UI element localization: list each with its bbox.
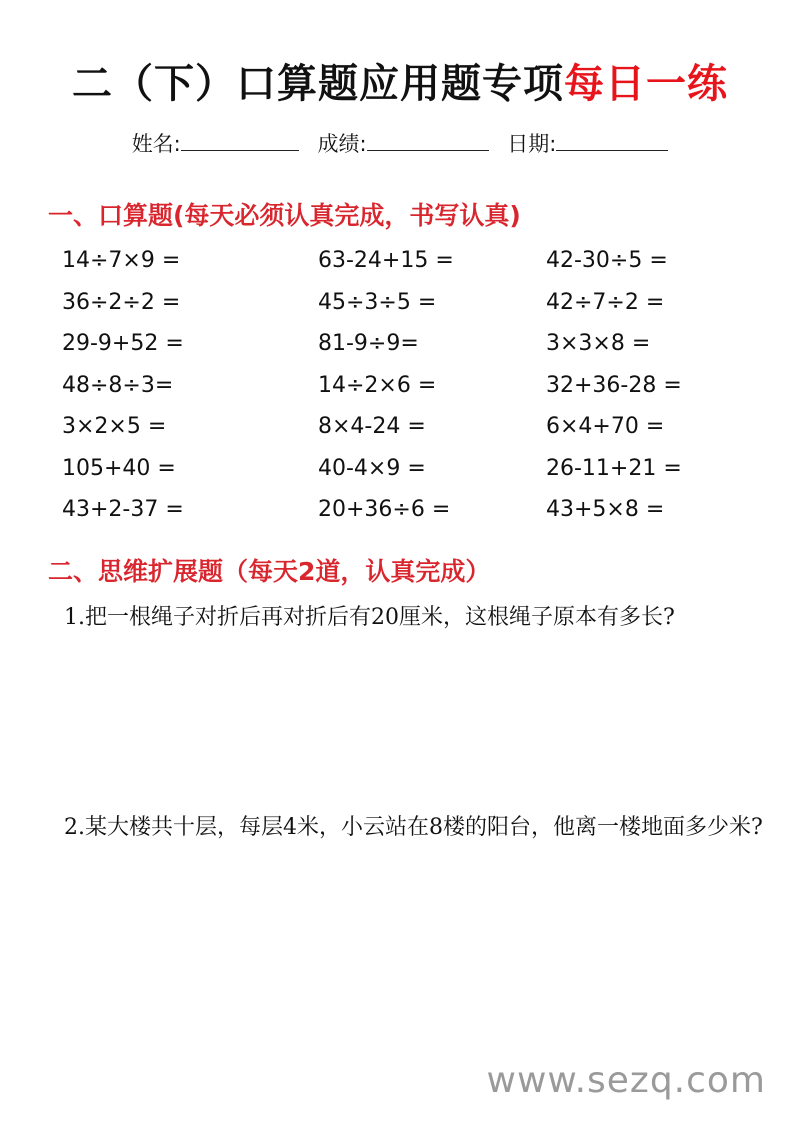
page-title [0,52,800,109]
calc-item: 26-11+21 = [546,455,682,481]
calc-item: 81-9÷9= [318,331,419,356]
calc-item: 14÷2×6 = [318,372,437,398]
calc-item: 14÷7×9 = [62,248,181,273]
word-problem-2: 2.某大楼共十层，每层4米，小云站在8楼的阳台，他离一楼地面多少米? [64,815,763,840]
calc-item: 42÷7÷2 = [546,289,665,315]
calc-item: 32+36-28 = [546,372,682,398]
calc-item: 43+2-37 = [62,497,184,522]
calc-item: 6×4+70 = [546,414,665,439]
calc-item: 8×4-24 = [318,414,426,439]
title-main: 二（下）口算题应用题专项 [72,61,564,107]
name-blank-line [181,132,299,151]
name-field [132,128,299,158]
score-blank-line [367,132,489,151]
calc-item: 42-30÷5 = [546,248,668,273]
section2-heading: 二、思维扩展题（每天2道，认真完成） [48,557,491,586]
date-label: 日期: [507,132,557,156]
title-highlight: 每日一练 [564,61,728,107]
calc-item: 29-9+52 = [62,331,184,356]
word-problem-1: 1.把一根绳子对折后再对折后有20厘米，这根绳子原本有多长? [64,605,675,630]
date-field [507,128,668,158]
calc-item: 20+36÷6 = [318,497,451,522]
section1-heading: 一、口算题(每天必须认真完成，书写认真) [48,201,521,230]
date-blank-line [556,132,668,151]
student-info-row [0,128,800,158]
calc-item: 45÷3÷5 = [318,289,437,315]
name-label: 姓名: [131,132,181,156]
calc-item: 3×2×5 = [62,414,167,439]
calc-item: 105+40 = [62,455,176,481]
score-label: 成绩: [317,132,367,156]
calc-item: 3×3×8 = [546,331,651,356]
watermark: www.sezq.com [486,1060,766,1101]
calc-item: 63-24+15 = [318,248,454,273]
calc-item: 40-4×9 = [318,455,426,481]
calc-item: 43+5×8 = [546,497,665,522]
calc-item: 48÷8÷3= [62,372,174,398]
calc-item: 36÷2÷2 = [62,289,181,315]
score-field [317,128,488,158]
